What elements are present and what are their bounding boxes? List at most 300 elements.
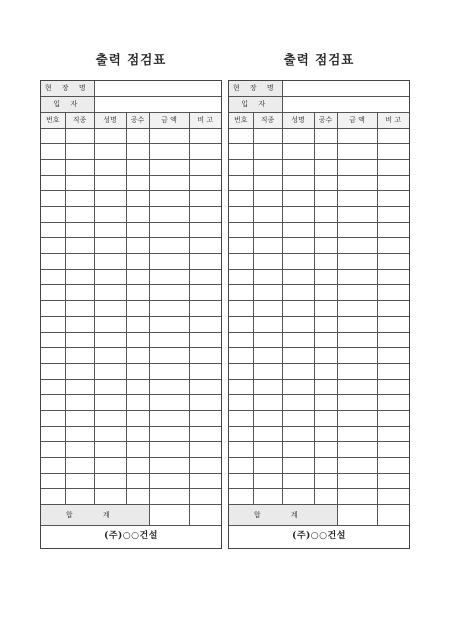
table-cell[interactable] xyxy=(229,191,253,207)
table-cell[interactable] xyxy=(65,269,94,285)
table-cell[interactable] xyxy=(189,473,221,489)
table-cell[interactable] xyxy=(65,410,94,426)
table-cell[interactable] xyxy=(377,395,409,411)
table-cell[interactable] xyxy=(337,191,377,207)
table-cell[interactable] xyxy=(229,332,253,348)
table-cell[interactable] xyxy=(149,254,189,270)
table-cell[interactable] xyxy=(126,458,149,474)
table-cell[interactable] xyxy=(149,222,189,238)
table-cell[interactable] xyxy=(65,128,94,144)
table-cell[interactable] xyxy=(149,348,189,364)
table-cell[interactable] xyxy=(41,285,65,301)
table-cell[interactable] xyxy=(126,175,149,191)
table-cell[interactable] xyxy=(189,301,221,317)
table-cell[interactable] xyxy=(253,363,282,379)
table-cell[interactable] xyxy=(314,254,337,270)
table-cell[interactable] xyxy=(282,175,314,191)
table-cell[interactable] xyxy=(229,473,253,489)
table-cell[interactable] xyxy=(314,348,337,364)
table-cell[interactable] xyxy=(314,175,337,191)
table-cell[interactable] xyxy=(229,301,253,317)
table-cell[interactable] xyxy=(314,363,337,379)
table-cell[interactable] xyxy=(314,159,337,175)
table-cell[interactable] xyxy=(94,207,126,223)
table-cell[interactable] xyxy=(253,426,282,442)
table-cell[interactable] xyxy=(337,301,377,317)
table-cell[interactable] xyxy=(314,128,337,144)
table-cell[interactable] xyxy=(41,128,65,144)
table-cell[interactable] xyxy=(229,426,253,442)
table-cell[interactable] xyxy=(253,379,282,395)
table-cell[interactable] xyxy=(282,395,314,411)
table-cell[interactable] xyxy=(94,159,126,175)
table-cell[interactable] xyxy=(282,332,314,348)
table-cell[interactable] xyxy=(282,316,314,332)
table-cell[interactable] xyxy=(253,316,282,332)
table-cell[interactable] xyxy=(282,363,314,379)
table-cell[interactable] xyxy=(65,301,94,317)
table-cell[interactable] xyxy=(314,458,337,474)
table-cell[interactable] xyxy=(126,301,149,317)
table-cell[interactable] xyxy=(149,363,189,379)
table-cell[interactable] xyxy=(94,332,126,348)
table-cell[interactable] xyxy=(229,159,253,175)
table-cell[interactable] xyxy=(65,348,94,364)
table-cell[interactable] xyxy=(149,473,189,489)
table-cell[interactable] xyxy=(94,269,126,285)
table-cell[interactable] xyxy=(282,285,314,301)
table-cell[interactable] xyxy=(41,254,65,270)
table-cell[interactable] xyxy=(337,410,377,426)
table-cell[interactable] xyxy=(149,379,189,395)
table-cell[interactable] xyxy=(282,426,314,442)
table-cell[interactable] xyxy=(126,379,149,395)
table-cell[interactable] xyxy=(314,144,337,160)
table-cell[interactable] xyxy=(189,332,221,348)
table-cell[interactable] xyxy=(253,175,282,191)
table-cell[interactable] xyxy=(282,489,314,505)
table-cell[interactable] xyxy=(377,458,409,474)
table-cell[interactable] xyxy=(94,144,126,160)
table-cell[interactable] xyxy=(41,269,65,285)
table-cell[interactable] xyxy=(126,332,149,348)
table-cell[interactable] xyxy=(229,489,253,505)
table-cell[interactable] xyxy=(229,442,253,458)
table-cell[interactable] xyxy=(126,269,149,285)
table-cell[interactable] xyxy=(41,238,65,254)
table-cell[interactable] xyxy=(377,128,409,144)
table-cell[interactable] xyxy=(282,458,314,474)
table-cell[interactable] xyxy=(337,458,377,474)
table-cell[interactable] xyxy=(65,191,94,207)
table-cell[interactable] xyxy=(94,128,126,144)
site-name-field[interactable] xyxy=(282,81,409,97)
table-cell[interactable] xyxy=(229,269,253,285)
table-cell[interactable] xyxy=(377,316,409,332)
table-cell[interactable] xyxy=(94,254,126,270)
table-cell[interactable] xyxy=(126,395,149,411)
table-cell[interactable] xyxy=(337,348,377,364)
table-cell[interactable] xyxy=(314,269,337,285)
table-cell[interactable] xyxy=(253,269,282,285)
table-cell[interactable] xyxy=(94,175,126,191)
table-cell[interactable] xyxy=(149,489,189,505)
table-cell[interactable] xyxy=(282,222,314,238)
table-cell[interactable] xyxy=(189,348,221,364)
table-cell[interactable] xyxy=(314,316,337,332)
table-cell[interactable] xyxy=(377,332,409,348)
table-cell[interactable] xyxy=(189,410,221,426)
table-cell[interactable] xyxy=(189,159,221,175)
table-cell[interactable] xyxy=(126,128,149,144)
table-cell[interactable] xyxy=(337,269,377,285)
table-cell[interactable] xyxy=(94,316,126,332)
table-cell[interactable] xyxy=(377,410,409,426)
table-cell[interactable] xyxy=(314,489,337,505)
column-header-number: 번호 xyxy=(41,112,65,128)
table-cell[interactable] xyxy=(337,238,377,254)
table-cell[interactable] xyxy=(126,222,149,238)
table-cell[interactable] xyxy=(41,191,65,207)
table-cell[interactable] xyxy=(94,395,126,411)
table-cell[interactable] xyxy=(65,395,94,411)
table-cell[interactable] xyxy=(377,301,409,317)
table-cell[interactable] xyxy=(41,348,65,364)
site-name-field[interactable] xyxy=(94,81,221,97)
table-cell[interactable] xyxy=(126,159,149,175)
table-cell[interactable] xyxy=(65,285,94,301)
table-cell[interactable] xyxy=(41,458,65,474)
table-cell[interactable] xyxy=(189,269,221,285)
table-cell[interactable] xyxy=(282,128,314,144)
table-cell[interactable] xyxy=(149,442,189,458)
table-cell[interactable] xyxy=(149,316,189,332)
table-cell[interactable] xyxy=(149,410,189,426)
column-header-workdays: 공수 xyxy=(126,112,149,128)
table-cell[interactable] xyxy=(41,410,65,426)
table-cell[interactable] xyxy=(41,473,65,489)
table-cell[interactable] xyxy=(65,316,94,332)
table-cell[interactable] xyxy=(65,473,94,489)
table-cell[interactable] xyxy=(149,144,189,160)
table-cell[interactable] xyxy=(377,269,409,285)
table-cell[interactable] xyxy=(253,301,282,317)
table-cell[interactable] xyxy=(94,426,126,442)
table-cell[interactable] xyxy=(314,301,337,317)
table-cell[interactable] xyxy=(229,238,253,254)
table-cell[interactable] xyxy=(377,191,409,207)
date-field[interactable] xyxy=(282,97,409,113)
table-cell[interactable] xyxy=(377,379,409,395)
table-cell[interactable] xyxy=(253,159,282,175)
table-cell[interactable] xyxy=(126,191,149,207)
table-cell[interactable] xyxy=(94,410,126,426)
table-cell[interactable] xyxy=(314,410,337,426)
table-cell[interactable] xyxy=(377,175,409,191)
table-cell[interactable] xyxy=(126,410,149,426)
table-cell[interactable] xyxy=(377,489,409,505)
table-cell[interactable] xyxy=(314,285,337,301)
table-cell[interactable] xyxy=(337,426,377,442)
table-cell[interactable] xyxy=(337,254,377,270)
table-cell[interactable] xyxy=(229,207,253,223)
table-cell[interactable] xyxy=(282,301,314,317)
table-cell[interactable] xyxy=(126,254,149,270)
table-cell[interactable] xyxy=(41,175,65,191)
table-cell[interactable] xyxy=(41,426,65,442)
table-cell[interactable] xyxy=(337,144,377,160)
table-cell[interactable] xyxy=(337,363,377,379)
table-cell[interactable] xyxy=(282,442,314,458)
table-cell[interactable] xyxy=(41,379,65,395)
table-cell[interactable] xyxy=(377,426,409,442)
table-cell[interactable] xyxy=(94,348,126,364)
table-cell[interactable] xyxy=(282,379,314,395)
table-cell[interactable] xyxy=(377,254,409,270)
table-cell[interactable] xyxy=(189,316,221,332)
table-cell[interactable] xyxy=(41,301,65,317)
table-cell[interactable] xyxy=(253,489,282,505)
table-cell[interactable] xyxy=(337,175,377,191)
table-cell[interactable] xyxy=(65,489,94,505)
table-cell[interactable] xyxy=(377,285,409,301)
table-cell[interactable] xyxy=(126,348,149,364)
table-cell[interactable] xyxy=(94,379,126,395)
table-cell[interactable] xyxy=(229,144,253,160)
table-cell[interactable] xyxy=(149,207,189,223)
table-cell[interactable] xyxy=(253,191,282,207)
table-cell[interactable] xyxy=(314,222,337,238)
table-cell[interactable] xyxy=(65,458,94,474)
table-cell[interactable] xyxy=(253,254,282,270)
table-cell[interactable] xyxy=(189,254,221,270)
table-cell[interactable] xyxy=(282,348,314,364)
table-cell[interactable] xyxy=(253,410,282,426)
table-cell[interactable] xyxy=(94,222,126,238)
table-cell[interactable] xyxy=(41,442,65,458)
table-cell[interactable] xyxy=(126,144,149,160)
table-cell[interactable] xyxy=(282,269,314,285)
table-cell[interactable] xyxy=(253,128,282,144)
table-cell[interactable] xyxy=(65,363,94,379)
table-cell[interactable] xyxy=(337,207,377,223)
table-cell[interactable] xyxy=(314,332,337,348)
table-cell[interactable] xyxy=(314,442,337,458)
table-cell[interactable] xyxy=(189,207,221,223)
table-cell[interactable] xyxy=(253,395,282,411)
table-cell[interactable] xyxy=(189,144,221,160)
table-cell[interactable] xyxy=(126,316,149,332)
table-cell[interactable] xyxy=(282,207,314,223)
table-cell[interactable] xyxy=(149,395,189,411)
table-cell[interactable] xyxy=(229,410,253,426)
table-cell[interactable] xyxy=(314,238,337,254)
table-cell[interactable] xyxy=(94,285,126,301)
table-cell[interactable] xyxy=(189,442,221,458)
table-cell[interactable] xyxy=(253,144,282,160)
table-cell[interactable] xyxy=(65,207,94,223)
table-cell[interactable] xyxy=(337,442,377,458)
table-cell[interactable] xyxy=(189,222,221,238)
table-cell[interactable] xyxy=(189,191,221,207)
table-cell[interactable] xyxy=(126,363,149,379)
table-cell[interactable] xyxy=(337,285,377,301)
table-cell[interactable] xyxy=(126,207,149,223)
table-cell[interactable] xyxy=(149,175,189,191)
table-cell[interactable] xyxy=(314,191,337,207)
table-cell[interactable] xyxy=(41,144,65,160)
table-cell[interactable] xyxy=(126,489,149,505)
table-cell[interactable] xyxy=(149,426,189,442)
table-cell[interactable] xyxy=(189,175,221,191)
sheet-title: 출력 점검표 xyxy=(283,52,355,67)
table-cell[interactable] xyxy=(41,207,65,223)
table-cell[interactable] xyxy=(377,144,409,160)
table-cell[interactable] xyxy=(189,285,221,301)
table-cell[interactable] xyxy=(377,159,409,175)
table-cell[interactable] xyxy=(189,395,221,411)
table-cell[interactable] xyxy=(253,238,282,254)
table-cell[interactable] xyxy=(189,379,221,395)
table-cell[interactable] xyxy=(65,254,94,270)
table-cell[interactable] xyxy=(229,316,253,332)
table-cell[interactable] xyxy=(253,442,282,458)
table-cell[interactable] xyxy=(282,159,314,175)
table-cell[interactable] xyxy=(282,473,314,489)
table-cell[interactable] xyxy=(282,191,314,207)
table-cell[interactable] xyxy=(41,489,65,505)
table-cell[interactable] xyxy=(94,301,126,317)
date-field[interactable] xyxy=(94,97,221,113)
table-cell[interactable] xyxy=(337,128,377,144)
table-cell[interactable] xyxy=(94,363,126,379)
table-cell[interactable] xyxy=(253,285,282,301)
table-cell[interactable] xyxy=(337,159,377,175)
table-cell[interactable] xyxy=(65,144,94,160)
table-cell[interactable] xyxy=(253,348,282,364)
table-cell[interactable] xyxy=(229,128,253,144)
table-cell[interactable] xyxy=(337,379,377,395)
table-cell[interactable] xyxy=(149,332,189,348)
table-cell[interactable] xyxy=(189,363,221,379)
table-cell[interactable] xyxy=(94,458,126,474)
table-cell[interactable] xyxy=(65,238,94,254)
table-cell[interactable] xyxy=(126,285,149,301)
table-cell[interactable] xyxy=(253,473,282,489)
table-cell[interactable] xyxy=(229,222,253,238)
table-cell[interactable] xyxy=(337,316,377,332)
table-cell[interactable] xyxy=(41,316,65,332)
table-cell[interactable] xyxy=(229,254,253,270)
table-cell[interactable] xyxy=(282,238,314,254)
table-cell[interactable] xyxy=(229,285,253,301)
table-cell[interactable] xyxy=(41,222,65,238)
table-cell[interactable] xyxy=(65,332,94,348)
table-cell[interactable] xyxy=(377,442,409,458)
table-cell[interactable] xyxy=(377,207,409,223)
table-cell[interactable] xyxy=(337,332,377,348)
table-cell[interactable] xyxy=(189,458,221,474)
table-cell[interactable] xyxy=(94,191,126,207)
table-cell[interactable] xyxy=(253,458,282,474)
table-cell[interactable] xyxy=(149,238,189,254)
table-cell[interactable] xyxy=(126,238,149,254)
table-cell[interactable] xyxy=(337,489,377,505)
table-cell[interactable] xyxy=(377,473,409,489)
entry-rows xyxy=(41,128,221,505)
table-cell[interactable] xyxy=(149,269,189,285)
table-cell[interactable] xyxy=(149,159,189,175)
table-cell[interactable] xyxy=(229,395,253,411)
table-cell[interactable] xyxy=(314,379,337,395)
table-cell[interactable] xyxy=(229,175,253,191)
table-cell[interactable] xyxy=(253,332,282,348)
table-cell[interactable] xyxy=(149,191,189,207)
total-remarks-field[interactable] xyxy=(189,505,221,526)
table-cell[interactable] xyxy=(65,175,94,191)
table-cell[interactable] xyxy=(126,426,149,442)
table-cell[interactable] xyxy=(94,442,126,458)
table-cell[interactable] xyxy=(189,489,221,505)
table-cell[interactable] xyxy=(282,144,314,160)
table-cell[interactable] xyxy=(126,473,149,489)
table-cell[interactable] xyxy=(65,379,94,395)
table-cell[interactable] xyxy=(377,238,409,254)
table-cell[interactable] xyxy=(377,363,409,379)
table-cell[interactable] xyxy=(253,207,282,223)
table-cell[interactable] xyxy=(229,348,253,364)
table-cell[interactable] xyxy=(189,426,221,442)
table-cell[interactable] xyxy=(65,159,94,175)
table-cell[interactable] xyxy=(126,442,149,458)
table-cell[interactable] xyxy=(189,238,221,254)
table-cell[interactable] xyxy=(337,222,377,238)
table-cell[interactable] xyxy=(41,395,65,411)
table-cell[interactable] xyxy=(229,363,253,379)
table-cell[interactable] xyxy=(314,207,337,223)
table-cell[interactable] xyxy=(282,410,314,426)
table-cell[interactable] xyxy=(149,128,189,144)
table-cell[interactable] xyxy=(377,222,409,238)
table-cell[interactable] xyxy=(253,222,282,238)
table-cell[interactable] xyxy=(94,473,126,489)
table-cell[interactable] xyxy=(314,395,337,411)
table-cell[interactable] xyxy=(189,128,221,144)
table-cell[interactable] xyxy=(41,363,65,379)
table-cell[interactable] xyxy=(94,238,126,254)
table-cell[interactable] xyxy=(377,348,409,364)
table-cell[interactable] xyxy=(314,473,337,489)
table-cell[interactable] xyxy=(94,489,126,505)
table-cell[interactable] xyxy=(41,332,65,348)
table-cell[interactable] xyxy=(229,458,253,474)
table-cell[interactable] xyxy=(65,442,94,458)
total-amount-field[interactable] xyxy=(337,505,377,526)
table-cell[interactable] xyxy=(337,473,377,489)
table-cell[interactable] xyxy=(149,285,189,301)
table-cell[interactable] xyxy=(229,379,253,395)
table-cell[interactable] xyxy=(65,426,94,442)
total-remarks-field[interactable] xyxy=(377,505,409,526)
table-cell[interactable] xyxy=(65,222,94,238)
table-cell[interactable] xyxy=(149,301,189,317)
table-cell[interactable] xyxy=(314,426,337,442)
total-amount-field[interactable] xyxy=(149,505,189,526)
table-cell[interactable] xyxy=(41,159,65,175)
table-cell[interactable] xyxy=(149,458,189,474)
table-cell[interactable] xyxy=(337,395,377,411)
table-cell[interactable] xyxy=(282,254,314,270)
